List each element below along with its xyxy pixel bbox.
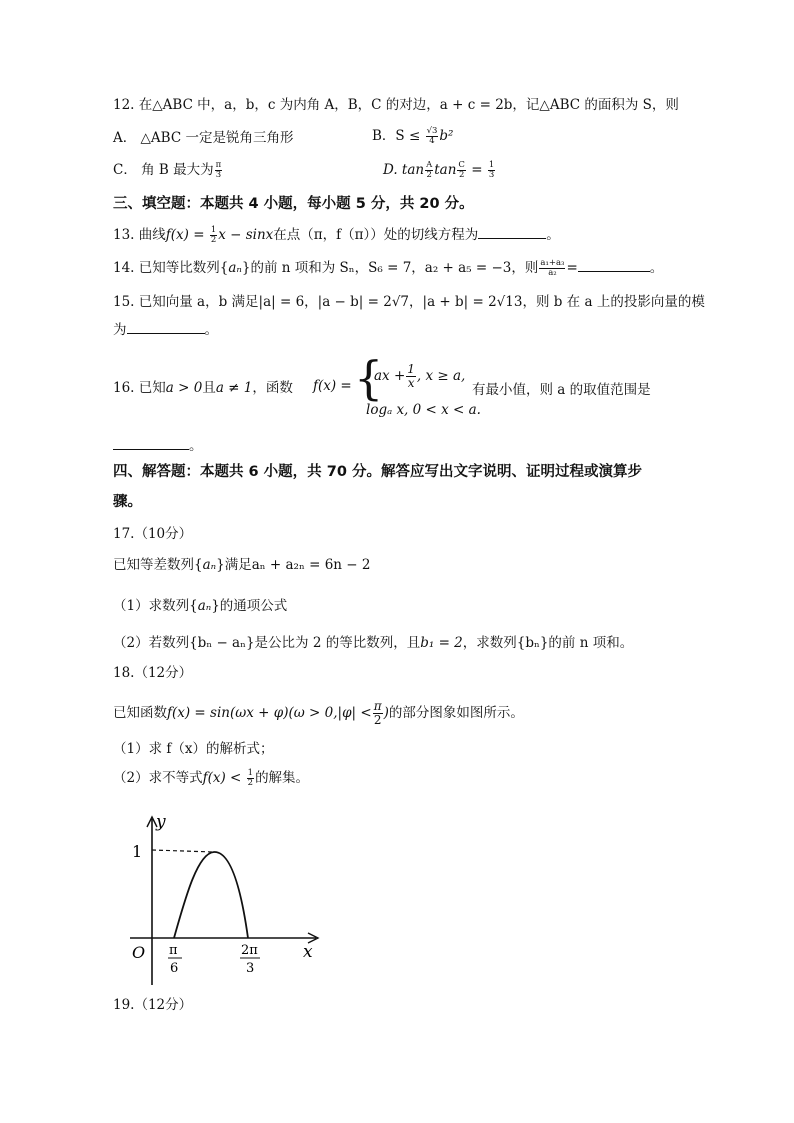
q16-answer-blank[interactable] [113, 448, 189, 450]
q17-stem: 已知等差数列{aₙ}满足aₙ + a₂ₙ = 6n − 2 [113, 557, 371, 573]
q17-head: 17.（10分） [113, 526, 193, 542]
q16-case1: ax + $\frac{1}{x}$ , x ≥ a, [374, 362, 466, 390]
y-axis-label: y [156, 812, 166, 832]
q14: 14. 已知等比数列{aₙ}的前 n 项和为 Sₙ，S₆ = 7，a₂ + a₅ = −3，则 $\frac{\text{a₁+a₃}}{\text{a₂}}$ = 。 [113, 258, 664, 278]
q16-case2: logₐ x, 0 < x < a. [366, 402, 481, 418]
q18-head: 18.（12分） [113, 665, 193, 681]
x-tick-pi-6-num: π [169, 943, 178, 958]
q13: 13. 曲线f(x) = $\frac{1}{2}$ x − sinx在点（π，f（π））处的切线方程为 。 [113, 225, 560, 245]
origin-label: O [132, 943, 146, 962]
q12-option-c: C． 角 B 最大为 $\frac{\pi}{3}$ [113, 160, 222, 180]
max-dashed-line [152, 850, 214, 852]
x-tick-2pi-3-den: 3 [246, 961, 255, 976]
q15-line2: 为 。 [113, 322, 218, 338]
q12-stem: 12. 在△ABC 中，a，b，c 为内角 A，B，C 的对边，a + c = 2b，记△ABC 的面积为 S，则 [113, 97, 679, 113]
q16-fx: f(x) = [313, 378, 352, 394]
x-tick-pi-6-den: 6 [170, 961, 179, 976]
section-4-heading-line2: 骤。 [113, 494, 142, 510]
q16-answer-line: 。 [113, 436, 203, 456]
q15-line1: 15. 已知向量 a，b 满足|a| = 6，|a − b| = 2√7，|a + b| = 2√13，则 b 在 a 上的投影向量的模 [113, 294, 705, 310]
q16-post: 有最小值，则 a 的取值范围是 [472, 382, 651, 398]
sine-graph [110, 805, 340, 990]
x-axis-label: x [303, 942, 313, 962]
q18-part1: （1）求 f（x）的解析式； [113, 741, 274, 757]
q17-part1: （1）求数列{aₙ}的通项公式 [113, 598, 288, 614]
x-tick-2pi-3-num: 2π [241, 943, 258, 958]
y-tick-1: 1 [132, 842, 143, 861]
q19-head: 19.（12分） [113, 997, 193, 1013]
q16-brace: { [354, 351, 384, 405]
q14-answer-blank[interactable] [578, 270, 650, 272]
q16-lead: 16. 已知a > 0且a ≠ 1，函数 [113, 380, 293, 396]
q12-option-d: D. tan $\frac{A}{2}$ tan $\frac{C}{2}$ = $\frac{1}{3}$ [383, 160, 495, 180]
q18-part2: （2）求不等式f(x) < $\frac{1}{2}$ 的解集。 [113, 768, 310, 788]
q12-option-a: A． △ABC 一定是锐角三角形 [113, 130, 294, 146]
sine-curve [174, 852, 248, 938]
section-3-heading: 三、填空题：本题共 4 小题，每小题 5 分，共 20 分。 [113, 196, 474, 212]
q15-answer-blank[interactable] [127, 332, 205, 334]
q17-part2: （2）若数列{bₙ − aₙ}是公比为 2 的等比数列，且b₁ = 2，求数列{bₙ}的前 n 项和。 [113, 635, 634, 651]
section-4-heading-line1: 四、解答题：本题共 6 小题，共 70 分。解答应写出文字说明、证明过程或演算步 [113, 464, 642, 480]
q12-option-b: B．S ≤ $\frac{√3}{4}$ b² [372, 126, 454, 146]
q13-answer-blank[interactable] [478, 237, 546, 239]
q18-stem: 已知函数f(x) = sin(ωx + φ)(ω > 0,|φ| < $\frac{\pi}{2}$ )的部分图象如图所示。 [113, 699, 524, 727]
